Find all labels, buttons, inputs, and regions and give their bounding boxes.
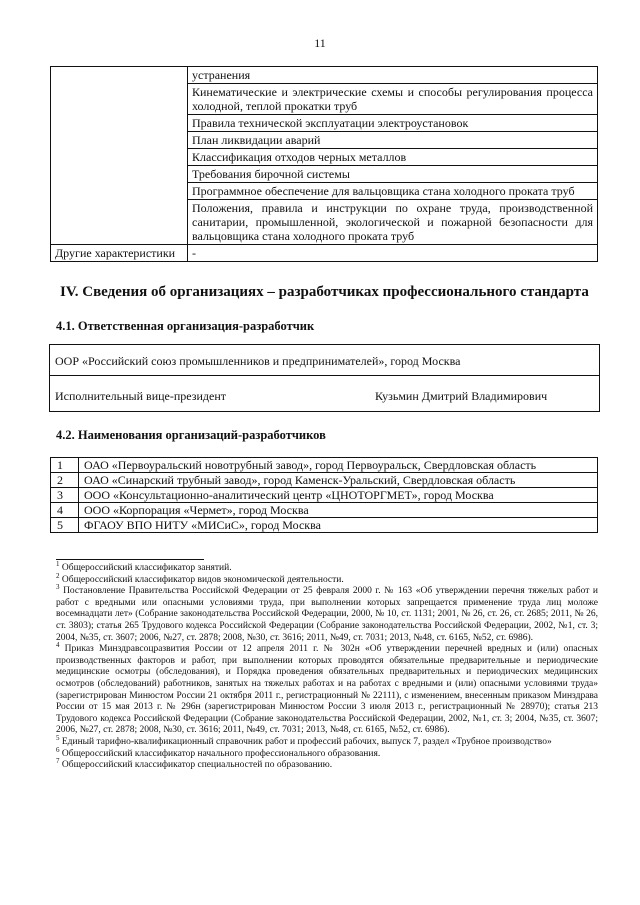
footnote-text: Общероссийский классификатор специальностей по образованию. (61, 760, 333, 771)
section-title: IV. Сведения об организациях – разработчиках профессионального стандарта (60, 284, 589, 300)
footnote-marker: 6 (56, 745, 60, 754)
row-number: 5 (51, 518, 79, 533)
table-cell: Кинематические и электрические схемы и способы регулирования процесса холодной, теплой прокатки труб (188, 84, 598, 115)
table-row (51, 458, 598, 473)
table-cell: Правила технической эксплуатации электроустановок (188, 115, 598, 132)
table-cell: План ликвидации аварий (188, 132, 598, 149)
subsection-title-developers: 4.2. Наименования организаций-разработчиков (56, 428, 326, 442)
org-name: ОАО «Первоуральский новотрубный завод», город Первоуральск, Свердловская область (79, 458, 598, 473)
table-row (51, 518, 598, 533)
table-row (51, 473, 598, 488)
table-cell: Требования бирочной системы (188, 166, 598, 183)
footnote (56, 745, 598, 761)
table-cell: - (188, 245, 598, 262)
footnote-text: Общероссийский классификатор занятий. (61, 563, 232, 573)
signatory-position: Исполнительный вице-президент (55, 389, 227, 403)
footnote-marker: 2 (56, 571, 60, 580)
footnote-marker: 5 (56, 733, 60, 742)
footnote (56, 571, 598, 587)
footnote-marker: 4 (56, 641, 60, 649)
footnote-text: Приказ Минздравсоцразвития России от 12 апреля 2011 г. № 302н «Об утверждении перечней вредных и (или) опасных производственных факторов и работ, при выполнении которых проводятся обязательные предварительные и периодические медицинские осмотры (обследования), и Порядка проведения обязательных предварительных и периодических медицинских осмотров (обследований) работников, занятых на тяжелых работах и на работах с вредными и (или) опасными условиями труда» (зарегистрирован Минюстом России 21 октября 2011 г., регистрационный № 22111), с изменением, внесенным приказом Минздрава России от 15 мая 2013 г. № 296н (зарегистрирован Минюстом России 3 июля 2013 г., регистрационный № 28970); статья 213 Трудового кодекса Российской Федерации (Собрание законодательства Российской Федерации, 2002, №1, ст. 3; 2004, №35, ст. 3607; 2006, №27, ст. 2878; 2008, №30, ст. 3616; 2011, №49, ст. 7031; 2013, №48, ст. 6165, №52, ст. 6986). (56, 644, 598, 736)
row-number: 4 (51, 503, 79, 518)
developer-orgs-table (50, 457, 598, 533)
characteristics-table (50, 66, 598, 262)
table-cell: Классификация отходов черных металлов (188, 149, 598, 166)
footnote-text: Постановление Правительства Российской Федерации от 25 февраля 2000 г. № 163 «Об утверждении перечня тяжелых работ и работ с вредными или опасными условиями труда, при выполнении которых запрещается применение труда лиц моложе восемнадцати лет» (Собрание законодательства Российской Федерации, 2000, № 10, ст. 1131; 2001, № 26, ст. 26, ст. 2685; 2011, № 26, ст. 3803); статья 265 Трудового кодекса Российской Федерации (Собрание законодательства Российской Федерации, 2002, №1, ст. 3; 2004, №35, ст. 3607; 2006, №27, ст. 2878; 2008, №30, ст. 3616; 2011, №49, ст. 7031; 2013, №48, ст. 6165, №52, ст. 6986). (56, 586, 598, 643)
footnote (56, 641, 598, 737)
table-cell-label (51, 67, 188, 245)
table-cell: Положения, правила и инструкции по охране труда, производственной санитарии, промышленной, экологической и пожарной безопасности для вальцовщика стана холодного проката труб (188, 200, 598, 245)
footnote-marker: 7 (56, 756, 60, 765)
org-name: ООО «Консультационно-аналитический центр «ЦНОТОРГМЕТ», город Москва (79, 488, 598, 503)
table-cell: устранения (188, 67, 598, 84)
table-row (51, 488, 598, 503)
divider (50, 375, 599, 376)
signatory-name: Кузьмин Дмитрий Владимирович (375, 389, 548, 403)
row-number: 1 (51, 458, 79, 473)
footnotes (56, 559, 598, 772)
row-number: 3 (51, 488, 79, 503)
responsible-org-box (49, 344, 600, 412)
table-row (51, 503, 598, 518)
org-name: ООО «Корпорация «Чермет», город Москва (79, 503, 598, 518)
org-name: ФГАОУ ВПО НИТУ «МИСиС», город Москва (79, 518, 598, 533)
footnote-text: Единый тарифно-квалификационный справочник работ и профессий рабочих, выпуск 7, раздел «Трубное производство» (61, 736, 552, 747)
table-cell: Программное обеспечение для вальцовщика стана холодного проката труб (188, 183, 598, 200)
footnote (56, 559, 598, 575)
footnote (56, 733, 598, 749)
table-cell-label: Другие характеристики (51, 245, 188, 262)
footnote (56, 583, 598, 644)
table-row (51, 245, 598, 262)
footnote-marker: 1 (56, 559, 60, 568)
subsection-title-responsible: 4.1. Ответственная организация-разработчик (56, 319, 315, 333)
footnote-marker: 3 (56, 583, 60, 592)
footnote-text: Общероссийский классификатор начального профессионального образования. (61, 748, 381, 759)
row-number: 2 (51, 473, 79, 488)
table-row (51, 67, 598, 84)
footnote (56, 756, 598, 772)
page-number: 11 (314, 36, 326, 50)
footnote-separator (56, 559, 204, 560)
footnote-text: Общероссийский классификатор видов экономической деятельности. (61, 574, 344, 585)
org-name: ОАО «Синарский трубный завод», город Каменск-Уральский, Свердловская область (79, 473, 598, 488)
responsible-org-name: ООР «Российский союз промышленников и предпринимателей», город Москва (55, 354, 461, 368)
